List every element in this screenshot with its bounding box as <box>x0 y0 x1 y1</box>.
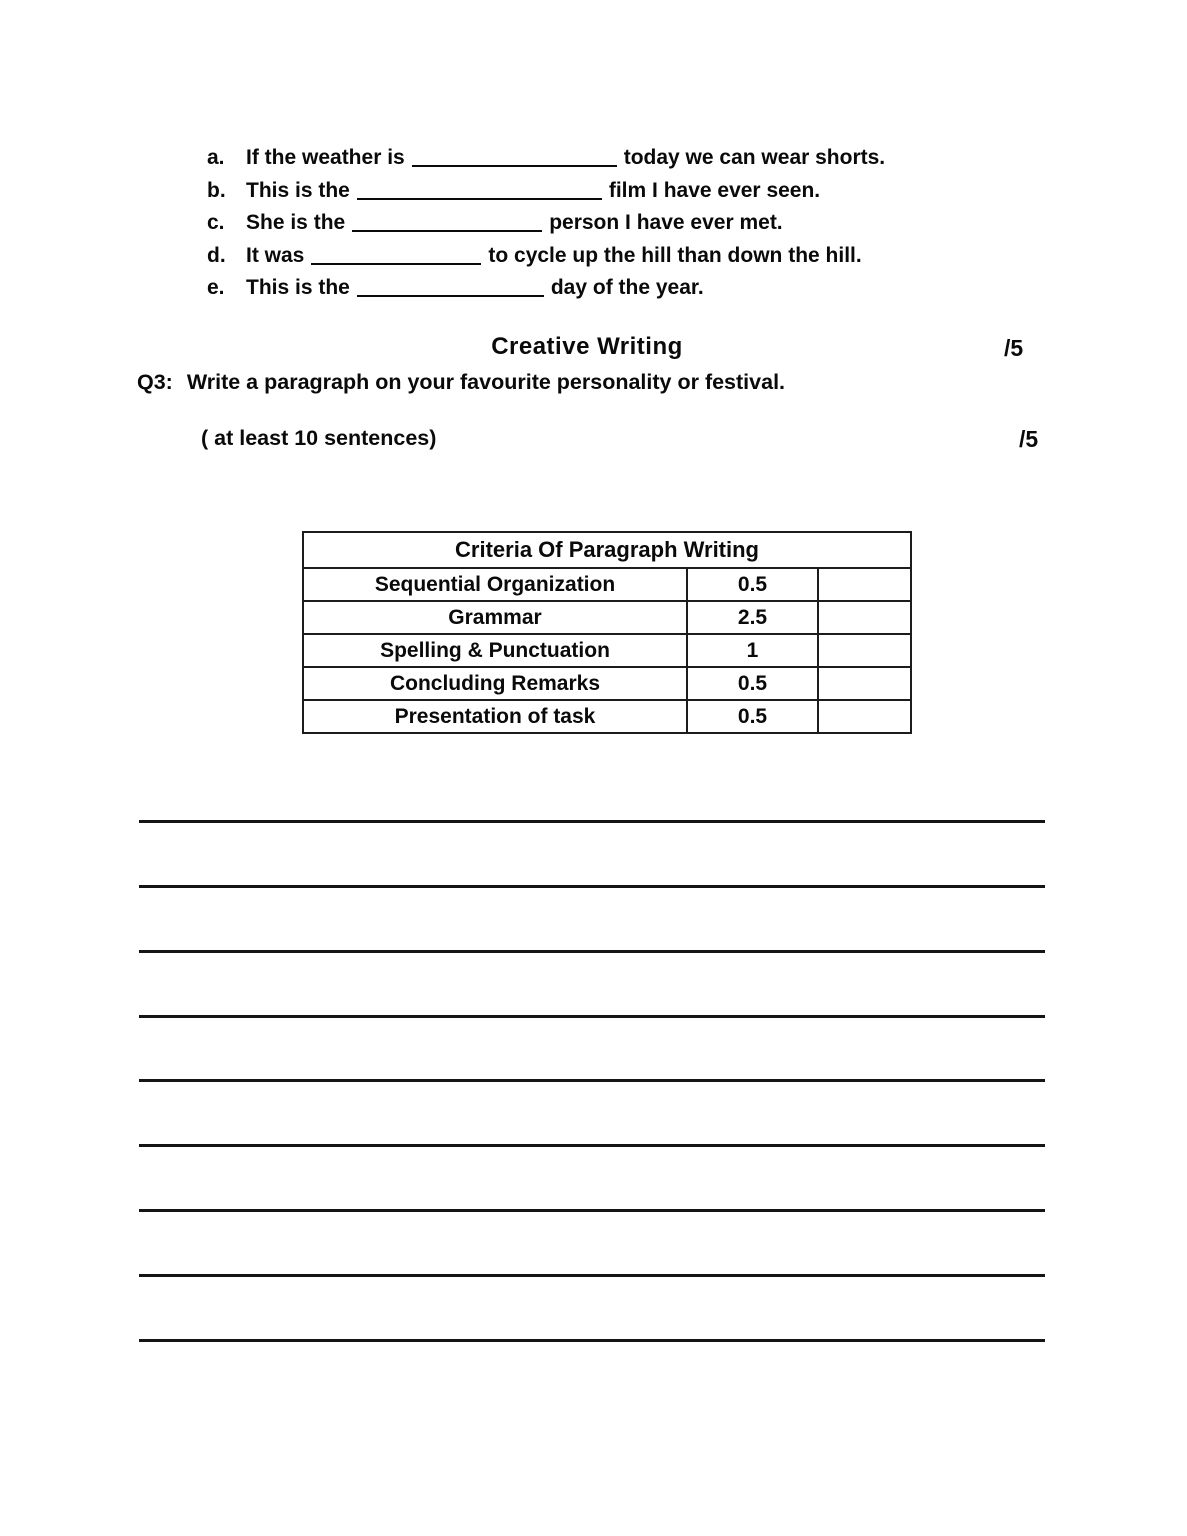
ruled-writing-line <box>139 1144 1045 1147</box>
fill-in-item-post-text: film I have ever seen. <box>608 178 821 202</box>
criterion-name-cell: Concluding Remarks <box>303 667 687 700</box>
ruled-writing-line <box>139 1274 1045 1277</box>
ruled-writing-line <box>139 1015 1045 1018</box>
fill-in-item-text <box>246 207 783 240</box>
ruled-writing-line <box>139 820 1045 823</box>
criteria-table-row <box>303 700 911 733</box>
criterion-marks-cell: 0.5 <box>687 700 818 733</box>
fill-in-blank <box>352 216 542 232</box>
fill-in-item-pre-text: If the weather is <box>246 146 405 169</box>
fill-in-item-pre-text: This is the <box>246 276 350 300</box>
fill-in-list <box>207 142 885 305</box>
criterion-awarded-cell <box>818 667 911 700</box>
fill-in-item-pre-text: It was <box>246 243 305 267</box>
fill-in-item-text <box>246 142 885 175</box>
section-title: Creative Writing <box>491 333 683 360</box>
question-line <box>137 370 785 395</box>
fill-in-item-post-text: today we can wear shorts. <box>623 146 886 169</box>
fill-in-item-text <box>246 272 704 305</box>
criterion-marks-cell: 0.5 <box>687 568 818 601</box>
criteria-table-row <box>303 601 911 634</box>
criterion-name-cell: Sequential Organization <box>303 568 687 601</box>
fill-in-item <box>207 207 885 240</box>
fill-in-blank <box>357 281 544 297</box>
fill-in-item <box>207 272 885 305</box>
fill-in-item-post-text: to cycle up the hill than down the hill. <box>488 243 862 267</box>
criterion-name-cell: Presentation of task <box>303 700 687 733</box>
fill-in-item-text <box>246 175 820 208</box>
section-score: /5 <box>1004 335 1024 361</box>
criterion-awarded-cell <box>818 568 911 601</box>
criterion-awarded-cell <box>818 700 911 733</box>
criterion-awarded-cell <box>818 601 911 634</box>
fill-in-blank <box>357 184 602 200</box>
fill-in-item-post-text: person I have ever met. <box>549 211 783 235</box>
ruled-writing-line <box>139 1209 1045 1212</box>
fill-in-blank <box>311 249 481 265</box>
question-note-score: /5 <box>1019 426 1039 452</box>
fill-in-item-text <box>246 240 862 273</box>
ruled-writing-line <box>139 1339 1045 1342</box>
fill-in-item-letter: a. <box>207 146 225 169</box>
fill-in-blank <box>412 151 617 167</box>
criteria-table-row <box>303 667 911 700</box>
fill-in-item-pre-text: This is the <box>246 178 350 202</box>
criterion-name-cell: Spelling & Punctuation <box>303 634 687 667</box>
fill-in-item-letter: c. <box>207 211 225 235</box>
fill-in-item <box>207 240 885 273</box>
criteria-table-title: Criteria Of Paragraph Writing <box>303 532 911 568</box>
fill-in-item <box>207 175 885 208</box>
criterion-marks-cell: 1 <box>687 634 818 667</box>
criterion-name-cell: Grammar <box>303 601 687 634</box>
fill-in-item-letter: b. <box>207 178 226 202</box>
question-note: ( at least 10 sentences) <box>201 426 437 450</box>
criteria-table-row <box>303 568 911 601</box>
criterion-marks-cell: 2.5 <box>687 601 818 634</box>
fill-in-item-letter: d. <box>207 243 226 267</box>
criterion-marks-cell: 0.5 <box>687 667 818 700</box>
question-label: Q3: <box>137 370 173 394</box>
fill-in-item-pre-text: She is the <box>246 211 346 235</box>
criteria-table <box>302 531 912 734</box>
criterion-awarded-cell <box>818 634 911 667</box>
fill-in-item-post-text: day of the year. <box>550 276 704 300</box>
question-text: Write a paragraph on your favourite personality or festival. <box>186 370 786 394</box>
criteria-table-body <box>303 568 911 733</box>
ruled-writing-line <box>139 950 1045 953</box>
criteria-table-row <box>303 634 911 667</box>
ruled-writing-line <box>139 885 1045 888</box>
criteria-table-header-row <box>303 532 911 568</box>
fill-in-item <box>207 142 885 175</box>
ruled-writing-line <box>139 1079 1045 1082</box>
fill-in-item-letter: e. <box>207 276 225 300</box>
